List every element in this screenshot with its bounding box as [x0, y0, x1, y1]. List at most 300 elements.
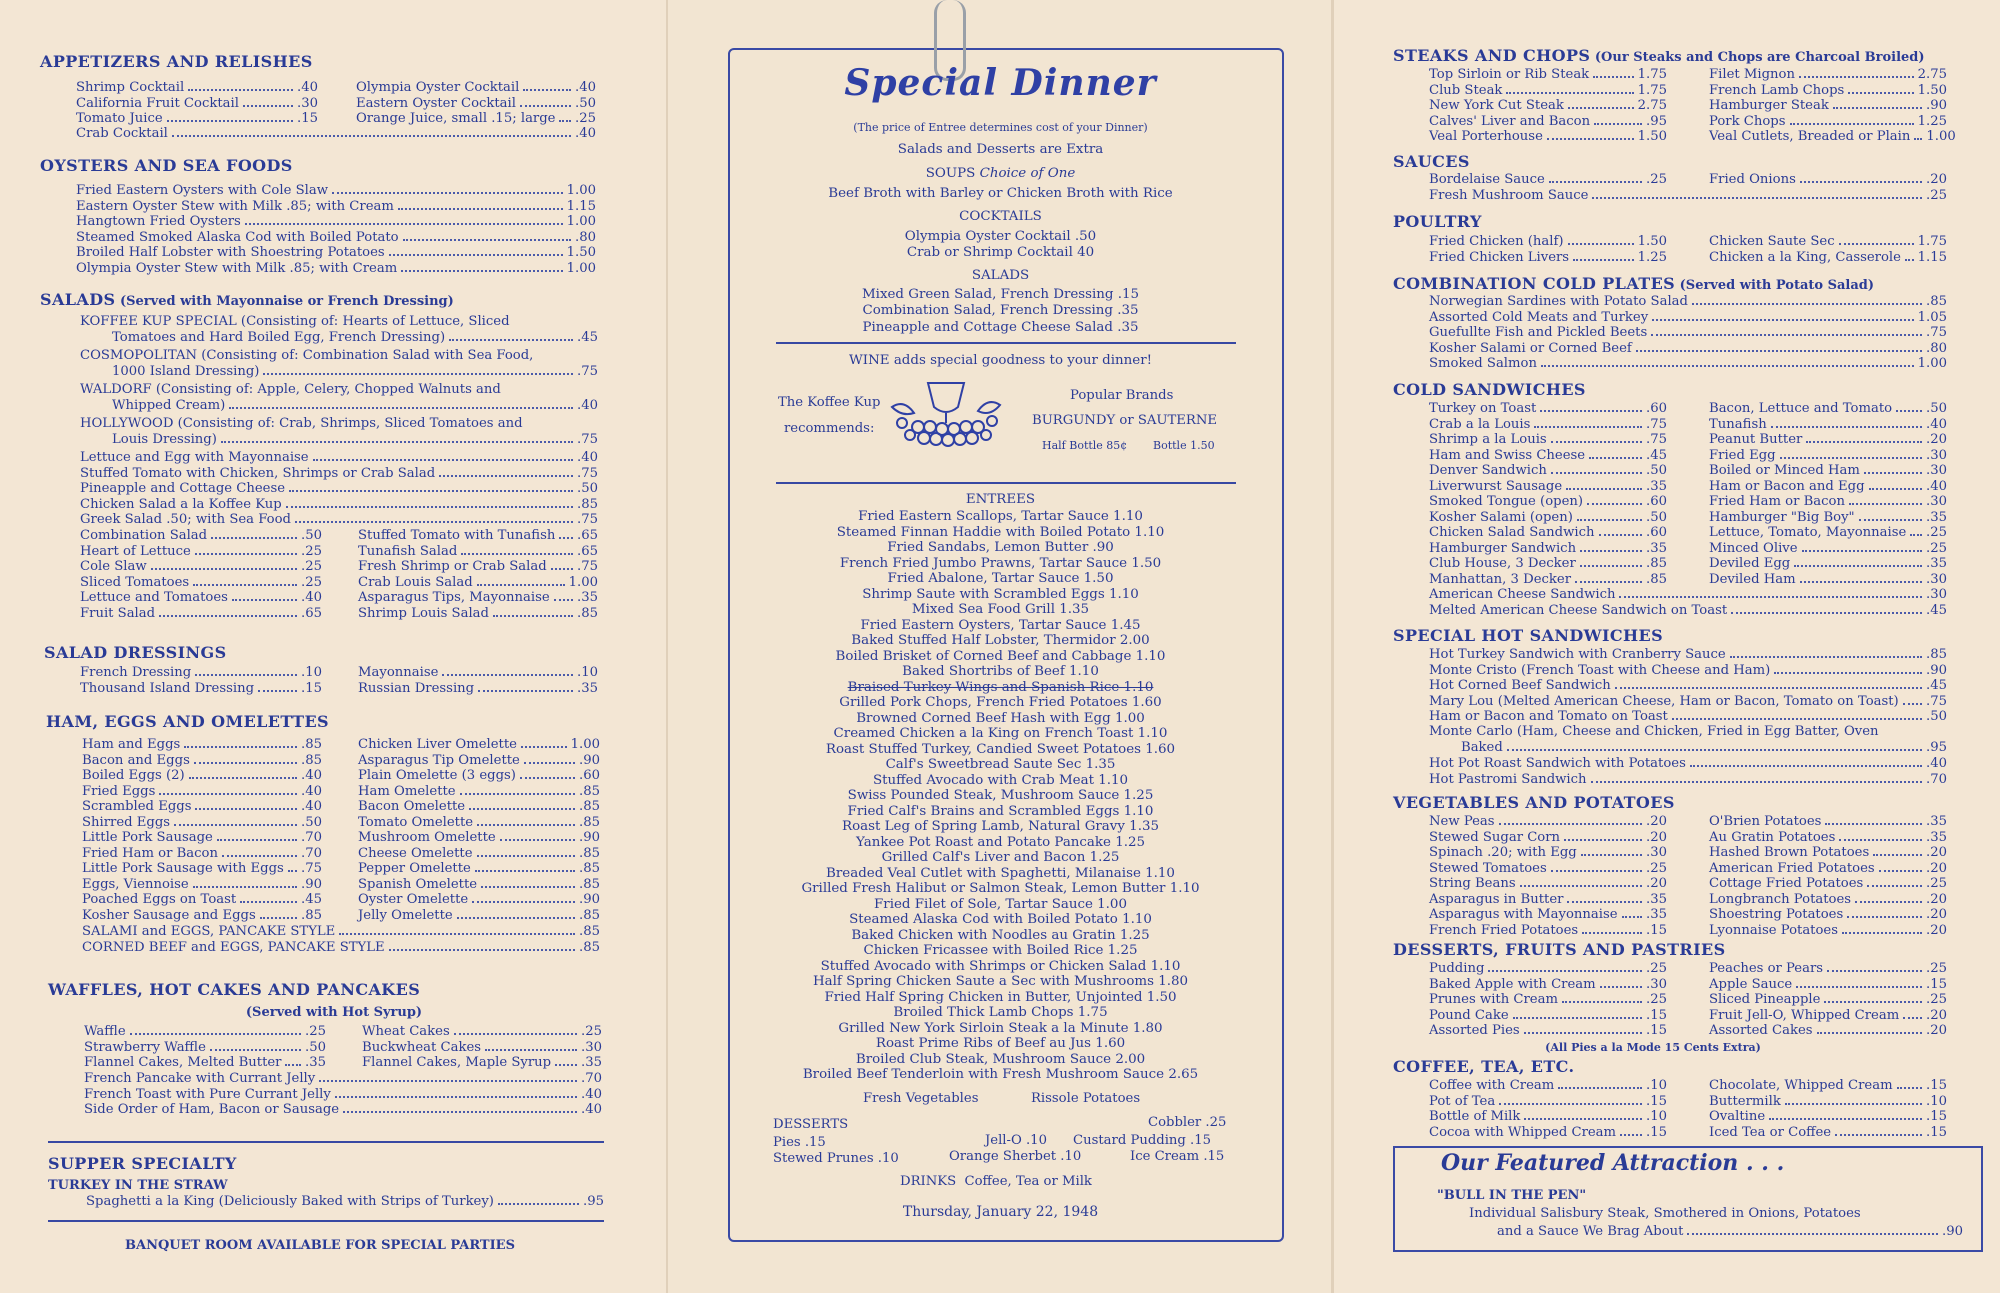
item-price: .10 [577, 665, 598, 680]
menu-item [358, 753, 600, 769]
item-price: .30 [1926, 571, 1947, 587]
item-name: Mary Lou (Melted American Cheese, Ham or Bacon, Tomato on Toast) [1429, 693, 1899, 709]
menu-item [80, 528, 322, 544]
dot-leader [481, 886, 575, 888]
section-title-text: SPECIAL HOT SANDWICHES [1393, 626, 1664, 645]
section-title [1393, 380, 1586, 399]
item-price: .60 [1646, 401, 1667, 416]
item-name: Peanut Butter [1709, 432, 1803, 447]
featured-description: Individual Salisbury Steak, Smothered in Onions, Potatoes [1469, 1206, 1861, 1221]
item-price: .25 [1646, 992, 1667, 1007]
item-price: .70 [581, 1071, 602, 1086]
item-price: .10 [1646, 1109, 1667, 1124]
item-name: Buttermilk [1709, 1093, 1781, 1109]
section-title-text: SALAD DRESSINGS [44, 643, 227, 662]
dessert-pies: Pies .15 [773, 1135, 826, 1150]
item-name: Chicken Salad Sandwich [1429, 525, 1595, 540]
item-price: .40 [575, 126, 596, 141]
dot-leader [1730, 656, 1922, 658]
item-name: Eastern Oyster Cocktail [356, 95, 516, 111]
section-title [1393, 274, 1874, 293]
item-name: Ham or Bacon and Tomato on Toast [1429, 709, 1668, 724]
dot-leader [1619, 596, 1922, 598]
dot-leader [285, 1064, 301, 1066]
menu-item [1429, 356, 1947, 372]
item-name: Louis Dressing) [112, 432, 217, 447]
menu-item [1429, 234, 1667, 250]
menu-item [82, 908, 322, 924]
item-name: Stewed Tomatoes [1429, 860, 1547, 876]
dot-leader [1879, 870, 1922, 872]
dot-leader [1849, 503, 1922, 505]
dot-leader [475, 870, 575, 872]
entree-item: Half Spring Chicken Saute a Sec with Mushrooms 1.80 [812, 974, 1189, 989]
item-price: .30 [1926, 463, 1947, 478]
dot-leader [559, 120, 571, 122]
dot-leader [401, 270, 562, 272]
item-price: .45 [1926, 602, 1947, 618]
section-title-text: COLD SANDWICHES [1393, 380, 1586, 399]
section-title [1393, 212, 1482, 231]
menu-item [1429, 892, 1667, 908]
item-price: .85 [579, 799, 600, 814]
dot-leader [174, 824, 297, 826]
entree-item: Roast Leg of Spring Lamb, Natural Gravy 1.35 [841, 819, 1159, 834]
menu-item [76, 245, 596, 261]
menu-item [1429, 325, 1947, 341]
dot-leader [477, 824, 575, 826]
item-price: 1.05 [1917, 309, 1947, 325]
dot-leader [523, 89, 571, 91]
dessert-prunes: Stewed Prunes .10 [773, 1151, 899, 1166]
menu-item [1709, 845, 1947, 861]
entree-item: Fried Calf's Brains and Scrambled Eggs 1.10 [847, 803, 1154, 819]
item-price: .40 [1926, 416, 1947, 432]
item-price: .85 [579, 924, 600, 939]
dot-leader [1867, 885, 1922, 887]
entree-item: Grilled Calf's Liver and Bacon 1.25 [881, 850, 1120, 865]
dot-leader [1540, 410, 1642, 412]
menu-item [76, 96, 318, 112]
entree-item: Steamed Finnan Haddie with Boiled Potato 1.10 [836, 524, 1165, 540]
section-title-text: VEGETABLES AND POTATOES [1393, 793, 1675, 812]
item-name: Asparagus in Butter [1429, 891, 1564, 907]
item-name: Hashed Brown Potatoes [1709, 845, 1870, 860]
menu-item [1709, 1078, 1947, 1094]
item-name: Lettuce, Tomato, Mayonnaise [1709, 525, 1907, 540]
item-price: .40 [581, 1086, 602, 1102]
dot-leader [289, 490, 573, 492]
item-name: Monte Cristo (French Toast with Cheese and Ham) [1429, 662, 1771, 678]
dot-leader [1827, 970, 1922, 972]
menu-item [76, 199, 596, 215]
salad-special-line1: WALDORF (Consisting of: Apple, Celery, Chopped Walnuts and [80, 382, 501, 397]
menu-item [82, 877, 322, 893]
center-cocktail: Olympia Oyster Cocktail .50 [904, 229, 1097, 244]
item-name: Fried Eastern Oysters with Cole Slaw [76, 183, 328, 198]
menu-item [358, 815, 600, 831]
item-price: .60 [1646, 525, 1667, 540]
dessert-custard: Custard Pudding .15 [1073, 1133, 1212, 1148]
item-name: Hot Turkey Sandwich with Cranberry Sauce [1429, 647, 1726, 662]
featured-attraction-title: Our Featured Attraction . . . [1441, 1150, 1785, 1176]
item-name: Top Sirloin or Rib Steak [1429, 67, 1590, 82]
menu-item [1429, 572, 1667, 588]
item-name: Spinach .20; with Egg [1429, 845, 1577, 860]
item-name: Pot of Tea [1429, 1093, 1496, 1109]
menu-item [1429, 341, 1947, 357]
item-name: Norwegian Sardines with Potato Salad [1429, 294, 1688, 309]
item-price: .35 [305, 1055, 326, 1070]
item-price: .90 [579, 830, 600, 845]
entree-item: Swiss Pounded Steak, Mushroom Sauce 1.25 [847, 788, 1154, 803]
menu-item [80, 590, 322, 606]
dot-leader [520, 777, 575, 779]
item-name: Au Gratin Potatoes [1709, 829, 1836, 845]
item-price: .25 [301, 559, 322, 574]
item-price: .85 [579, 907, 600, 923]
dot-leader [1785, 1103, 1922, 1105]
dot-leader [1587, 503, 1642, 505]
dot-leader [1914, 138, 1922, 140]
dot-leader [258, 690, 297, 692]
item-name: Scrambled Eggs [82, 799, 192, 814]
item-name: Pepper Omelette [358, 861, 471, 876]
dot-leader [335, 1096, 577, 1098]
item-name: New York Cut Steak [1429, 98, 1564, 113]
section-title [1393, 940, 1726, 959]
item-name: Poached Eggs on Toast [82, 892, 237, 907]
menu-item [1429, 587, 1947, 603]
menu-item [1429, 479, 1667, 495]
dot-leader [1842, 932, 1922, 934]
menu-item [1429, 417, 1667, 433]
menu-item [84, 1040, 326, 1056]
item-name: American Fried Potatoes [1709, 860, 1875, 876]
dot-leader [559, 537, 573, 539]
dot-leader [1903, 1017, 1922, 1019]
item-name: Eastern Oyster Stew with Milk .85; with Cream [76, 198, 394, 214]
dot-leader [1580, 550, 1642, 552]
dot-leader [1620, 1134, 1642, 1136]
item-name: Little Pork Sausage with Eggs [82, 861, 284, 876]
entree-item: Steamed Alaska Cod with Boiled Potato 1.10 [849, 912, 1152, 927]
dot-leader [343, 1111, 577, 1113]
item-name: Bacon and Eggs [82, 752, 190, 768]
menu-item [80, 606, 322, 622]
menu-item [82, 799, 322, 815]
item-name: Fried Onions [1709, 172, 1796, 187]
dot-leader [472, 901, 575, 903]
item-name: Tunafish [1709, 416, 1767, 432]
section-title [40, 156, 293, 175]
menu-item [80, 450, 598, 466]
item-price: .95 [583, 1194, 604, 1209]
item-name: Ham or Bacon and Egg [1709, 478, 1865, 494]
item-name: Smoked Tongue (open) [1429, 494, 1584, 509]
dot-leader [1769, 1118, 1922, 1120]
menu-item [1709, 479, 1947, 495]
item-price: .10 [301, 665, 322, 680]
entree-item: Yankee Pot Roast and Potato Pancake 1.25 [855, 834, 1146, 850]
menu-item [82, 892, 322, 908]
menu-item [1709, 234, 1947, 250]
item-price: .15 [1926, 1078, 1947, 1093]
item-name: Turkey on Toast [1429, 401, 1537, 416]
item-name: Russian Dressing [358, 680, 475, 696]
dot-leader [389, 254, 563, 256]
item-price: .30 [1926, 587, 1947, 602]
entree-item: Fried Filet of Sole, Tartar Sauce 1.00 [874, 896, 1127, 912]
entree-item: Fried Abalone, Tartar Sauce 1.50 [887, 571, 1114, 586]
menu-item [362, 1040, 602, 1056]
item-price: 1.00 [570, 737, 600, 752]
entree-item: Braised Turkey Wings and Spanish Rice 1.10 [847, 679, 1154, 695]
menu-item [1709, 67, 1947, 83]
menu-item [82, 940, 600, 956]
divider [48, 1141, 604, 1143]
dot-leader [1622, 916, 1642, 918]
item-price: .35 [577, 680, 598, 696]
soups-text: Beef Broth with Barley or Chicken Broth with Rice [828, 186, 1173, 201]
menu-item [1429, 432, 1667, 448]
item-name: French Toast with Pure Currant Jelly [84, 1086, 331, 1102]
menu-item [1429, 188, 1947, 204]
section-title [46, 712, 329, 731]
item-price: 2.75 [1917, 67, 1947, 82]
item-name: Sliced Pineapple [1709, 992, 1821, 1007]
item-price: .85 [301, 752, 322, 768]
menu-item [1429, 510, 1667, 526]
entree-item: Stuffed Avocado with Crab Meat 1.10 [872, 772, 1129, 788]
dot-leader [1672, 718, 1922, 720]
wine-text: WINE adds special goodness to your dinner! [849, 353, 1152, 368]
item-price: .30 [581, 1039, 602, 1055]
item-price: .35 [1926, 509, 1947, 525]
item-name: Spanish Omelette [358, 876, 478, 892]
dot-leader [221, 441, 573, 443]
entree-item: Breaded Veal Cutlet with Spaghetti, Milanaise 1.10 [826, 865, 1175, 881]
item-price: .50 [575, 95, 596, 111]
dot-leader [1577, 519, 1642, 521]
dot-leader [485, 1049, 577, 1051]
menu-item [1709, 448, 1947, 464]
item-name: Kosher Salami or Corned Beef [1429, 340, 1632, 356]
item-name: Stewed Sugar Corn [1429, 829, 1561, 845]
item-price: .50 [1646, 509, 1667, 525]
item-name: Wheat Cakes [362, 1024, 450, 1039]
item-name: Buckwheat Cakes [362, 1039, 482, 1055]
item-price: .20 [1926, 891, 1947, 907]
monte-carlo-line1: Monte Carlo (Ham, Cheese and Chicken, Fried in Egg Batter, Oven [1429, 724, 1879, 739]
menu-item [1429, 114, 1667, 130]
dot-leader [1692, 303, 1922, 305]
item-price: .30 [1926, 447, 1947, 463]
divider [776, 342, 1236, 344]
item-name: Strawberry Waffle [84, 1039, 206, 1055]
dot-leader [319, 1080, 577, 1082]
item-price: .40 [301, 768, 322, 783]
item-price: .90 [301, 876, 322, 892]
menu-item [1709, 494, 1947, 510]
dot-leader [1790, 123, 1914, 125]
item-name: Waffle [84, 1024, 126, 1039]
item-name: Cocoa with Whipped Cream [1429, 1124, 1617, 1140]
item-name: Fried Chicken (half) [1429, 234, 1564, 249]
dot-leader [520, 105, 571, 107]
dot-leader [1859, 519, 1922, 521]
item-price: .35 [1926, 829, 1947, 845]
dot-leader [1564, 839, 1642, 841]
menu-item [1429, 845, 1667, 861]
menu-item [76, 183, 596, 199]
dot-leader [469, 808, 575, 810]
fresh-vegetables: Fresh Vegetables [863, 1091, 979, 1106]
item-price: .90 [579, 752, 600, 768]
entree-item: Broiled Beef Tenderloin with Fresh Mushroom Sauce 2.65 [802, 1067, 1199, 1082]
dot-leader [1896, 410, 1922, 412]
section-title-text: POULTRY [1393, 212, 1482, 231]
section-title-text: COFFEE, TEA, ETC. [1393, 1057, 1575, 1076]
dot-leader [1582, 932, 1642, 934]
menu-item [80, 497, 598, 513]
item-price: .75 [577, 559, 598, 574]
dot-leader [1580, 565, 1642, 567]
dot-leader [232, 599, 297, 601]
salad-special-line2 [112, 398, 598, 414]
item-price: .85 [1926, 647, 1947, 662]
item-price: .40 [1926, 478, 1947, 494]
entree-item: Stuffed Avocado with Shrimps or Chicken Salad 1.10 [820, 958, 1181, 974]
menu-item [84, 1071, 602, 1087]
item-price: .85 [301, 907, 322, 923]
item-price: .90 [579, 892, 600, 907]
item-price: .45 [301, 892, 322, 907]
item-price: .60 [579, 768, 600, 783]
salad-special-line1: COSMOPOLITAN (Consisting of: Combination Salad with Sea Food, [80, 348, 534, 363]
item-price: .40 [577, 450, 598, 465]
item-name: Tomatoes and Hard Boiled Egg, French Dressing) [112, 330, 446, 345]
entrees-heading: ENTREES [965, 492, 1036, 507]
entree-item: Broiled Club Steak, Mushroom Sauce 2.00 [855, 1051, 1146, 1067]
item-price: .25 [301, 574, 322, 590]
item-name: Hamburger Sandwich [1429, 540, 1577, 556]
item-name: Steamed Smoked Alaska Cod with Boiled Potato [76, 229, 399, 245]
popular-brands: Popular Brands [1070, 388, 1174, 403]
item-name: Crab Louis Salad [358, 574, 473, 590]
item-name: New Peas [1429, 814, 1495, 829]
item-price: .50 [301, 814, 322, 830]
menu-item [1709, 892, 1947, 908]
dot-leader [288, 870, 297, 872]
menu-item [358, 606, 598, 622]
item-name: Fried Ham or Bacon [1709, 494, 1845, 509]
item-price: .70 [301, 830, 322, 845]
entree-item: Baked Chicken with Noodles au Gratin 1.25 [851, 927, 1150, 943]
dot-leader [1499, 1103, 1642, 1105]
item-price: .45 [1646, 447, 1667, 463]
menu-item [1709, 172, 1947, 188]
item-name: Lettuce and Egg with Mayonnaise [80, 450, 309, 465]
menu-item [82, 830, 322, 846]
divider [48, 1220, 604, 1222]
menu-item [80, 512, 598, 528]
item-name: California Fruit Cocktail [76, 95, 239, 111]
item-price: .85 [579, 876, 600, 892]
dot-leader [498, 1203, 579, 1205]
menu-item [1429, 861, 1667, 877]
dot-leader [195, 553, 297, 555]
menu-item [1709, 830, 1947, 846]
section-title [1393, 793, 1675, 812]
menu-item [80, 544, 322, 560]
item-price: 1.00 [1917, 356, 1947, 371]
menu-item [1429, 961, 1667, 977]
section-title [40, 290, 454, 309]
item-price: .75 [1646, 416, 1667, 432]
dot-leader [172, 135, 571, 137]
item-name: Flannel Cakes, Melted Butter [84, 1055, 282, 1070]
dot-leader [1551, 472, 1642, 474]
center-salad: Pineapple and Cottage Cheese Salad .35 [862, 320, 1139, 335]
dot-leader [1794, 565, 1922, 567]
salad-special-line1: HOLLYWOOD (Consisting of: Crab, Shrimps, Sliced Tomatoes and [80, 416, 523, 431]
menu-item [358, 768, 600, 784]
supper-specialty-title: SUPPER SPECIALTY [48, 1154, 237, 1173]
menu-item [1429, 647, 1947, 663]
item-name: Chicken Salad a la Koffee Kup [80, 496, 282, 512]
menu-item [1709, 1109, 1947, 1125]
item-price: .75 [577, 465, 598, 481]
item-price: .25 [301, 543, 322, 559]
item-name: and a Sauce We Brag About [1497, 1224, 1684, 1239]
item-price: .35 [1926, 556, 1947, 571]
menu-item [358, 908, 600, 924]
item-price: .75 [301, 861, 322, 876]
menu-item [82, 737, 322, 753]
menu-item [356, 96, 596, 112]
menu-item [1709, 556, 1947, 572]
dot-leader [167, 120, 293, 122]
dot-leader [159, 793, 297, 795]
item-name: Hamburger "Big Boy" [1709, 509, 1855, 525]
dessert-sherbet: Orange Sherbet .10 [949, 1149, 1082, 1164]
item-name: String Beans [1429, 876, 1516, 891]
dot-leader [493, 615, 573, 617]
dot-leader [1520, 885, 1642, 887]
menu-item [80, 466, 598, 482]
item-price: .10 [1926, 1093, 1947, 1109]
item-price: .15 [1646, 922, 1667, 938]
item-price: .35 [1646, 478, 1667, 494]
menu-item [358, 892, 600, 908]
item-name: Club House, 3 Decker [1429, 556, 1576, 571]
entree-item: Mixed Sea Food Grill 1.35 [911, 602, 1090, 617]
item-name: Filet Mignon [1709, 67, 1795, 82]
menu-item [1429, 494, 1667, 510]
dot-leader [1833, 107, 1922, 109]
item-price: .40 [301, 783, 322, 799]
item-name: Iced Tea or Coffee [1709, 1124, 1832, 1140]
item-name: Bacon Omelette [358, 799, 466, 814]
menu-item [1429, 541, 1667, 557]
item-name: Assorted Pies [1429, 1023, 1520, 1038]
item-name: Kosher Sausage and Eggs [82, 907, 256, 923]
menu-item [76, 80, 318, 96]
dot-leader [210, 1049, 301, 1051]
menu-item [1429, 923, 1667, 939]
dot-leader [1839, 839, 1922, 841]
